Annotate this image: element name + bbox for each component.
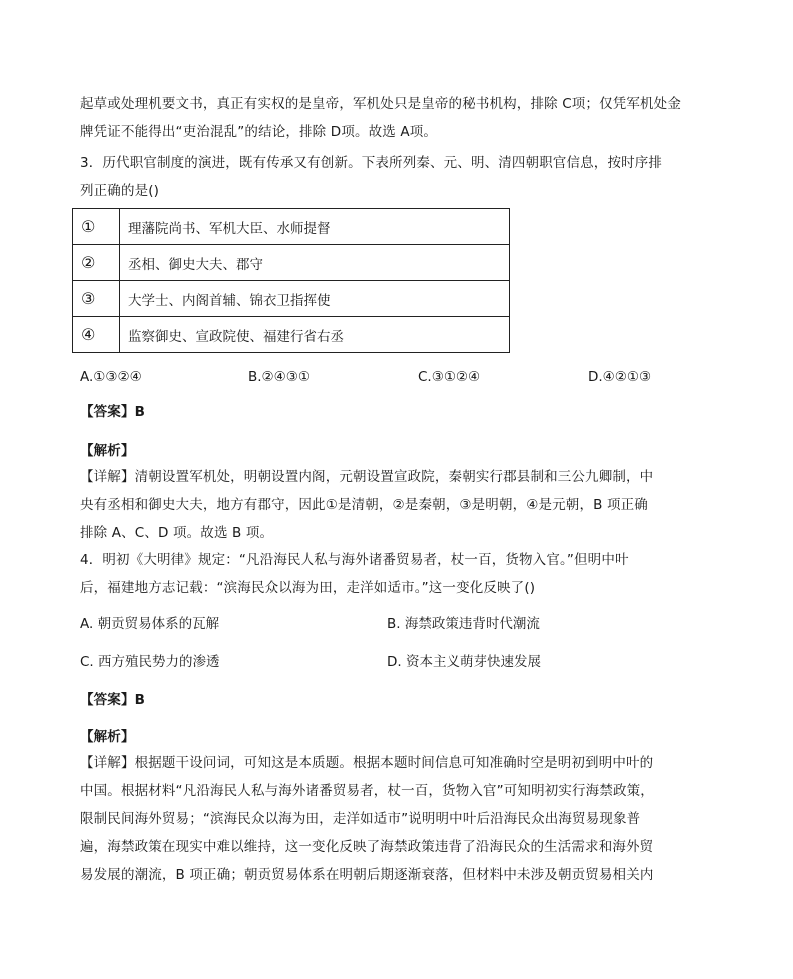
q3-option-a: A.①③②④ (80, 369, 142, 385)
row-offices: 大学士、内阁首辅、锦衣卫指挥使 (120, 281, 510, 317)
q4-stem-line-2: 后，福建地方志记载：“滨海民众以海为田，走洋如适市。”这一变化反映了() (80, 580, 536, 596)
row-number: ② (73, 245, 120, 281)
q4-detail-line-1: 【详解】根据题干设问词，可知这是本质题。根据本题时间信息可知准确时空是明初到明中叶的 (80, 755, 654, 771)
table-row (73, 317, 510, 353)
row-number: ① (73, 209, 120, 245)
q4-option-c: C. 西方殖民势力的渗透 (80, 654, 220, 670)
row-number: ④ (73, 317, 120, 353)
q4-stem-line-1: 4．明初《大明律》规定：“凡沿海民人私与海外诸番贸易者，杖一百，货物入官。”但明中叶 (80, 552, 629, 568)
row-offices: 监察御史、宣政院使、福建行省右丞 (120, 317, 510, 353)
q3-option-b: B.②④③① (248, 369, 310, 385)
q3-answer: 【答案】B (80, 404, 146, 420)
row-offices: 理藩院尚书、军机大臣、水师提督 (120, 209, 510, 245)
q3-office-table (72, 208, 510, 353)
q3-stem-line-1: 3．历代职官制度的演进，既有传承又有创新。下表所列秦、元、明、清四朝职官信息，按时序排 (80, 155, 663, 171)
q4-detail-line-4: 遍，海禁政策在现实中难以维持，这一变化反映了海禁政策违背了沿海民众的生活需求和海外贸 (80, 839, 654, 855)
intro-line-2: 牌凭证不能得出“吏治混乱”的结论，排除 D项。故选 A项。 (80, 124, 438, 140)
q3-detail-line-1: 【详解】清朝设置军机处，明朝设置内阁，元朝设置宣政院，秦朝实行郡县制和三公九卿制，中 (80, 469, 654, 485)
q3-detail-line-3: 排除 A、C、D 项。故选 B 项。 (80, 525, 274, 541)
q4-option-a: A. 朝贡贸易体系的瓦解 (80, 616, 220, 632)
q3-detail-line-2: 央有丞相和御史大夫，地方有郡守，因此①是清朝，②是秦朝，③是明朝，④是元朝，B 项正确 (80, 497, 648, 513)
q4-detail-line-5: 易发展的潮流，B 项正确；朝贡贸易体系在明朝后期逐渐衰落，但材料中未涉及朝贡贸易相关内 (80, 867, 654, 883)
q4-detail-line-3: 限制民间海外贸易；“滨海民众以海为田，走洋如适市”说明明中叶后沿海民众出海贸易现象普 (80, 811, 641, 827)
q4-option-b: B. 海禁政策违背时代潮流 (387, 616, 540, 632)
q3-analysis-title: 【解析】 (80, 443, 135, 459)
q3-stem-line-2: 列正确的是() (80, 183, 160, 199)
intro-line-1: 起草或处理机要文书，真正有实权的是皇帝，军机处只是皇帝的秘书机构，排除 C项；仅凭军机处金 (80, 96, 681, 112)
q4-analysis-title: 【解析】 (80, 729, 135, 745)
table-row (73, 245, 510, 281)
q3-option-d: D.④②①③ (588, 369, 652, 385)
q4-answer: 【答案】B (80, 692, 146, 708)
table-row (73, 209, 510, 245)
q3-option-c: C.③①②④ (418, 369, 481, 385)
row-offices: 丞相、御史大夫、郡守 (120, 245, 510, 281)
q4-detail-line-2: 中国。根据材料“凡沿海民人私与海外诸番贸易者，杖一百，货物入官”可知明初实行海禁政策， (80, 783, 654, 799)
table-row (73, 281, 510, 317)
row-number: ③ (73, 281, 120, 317)
q4-option-d: D. 资本主义萌芽快速发展 (387, 654, 541, 670)
